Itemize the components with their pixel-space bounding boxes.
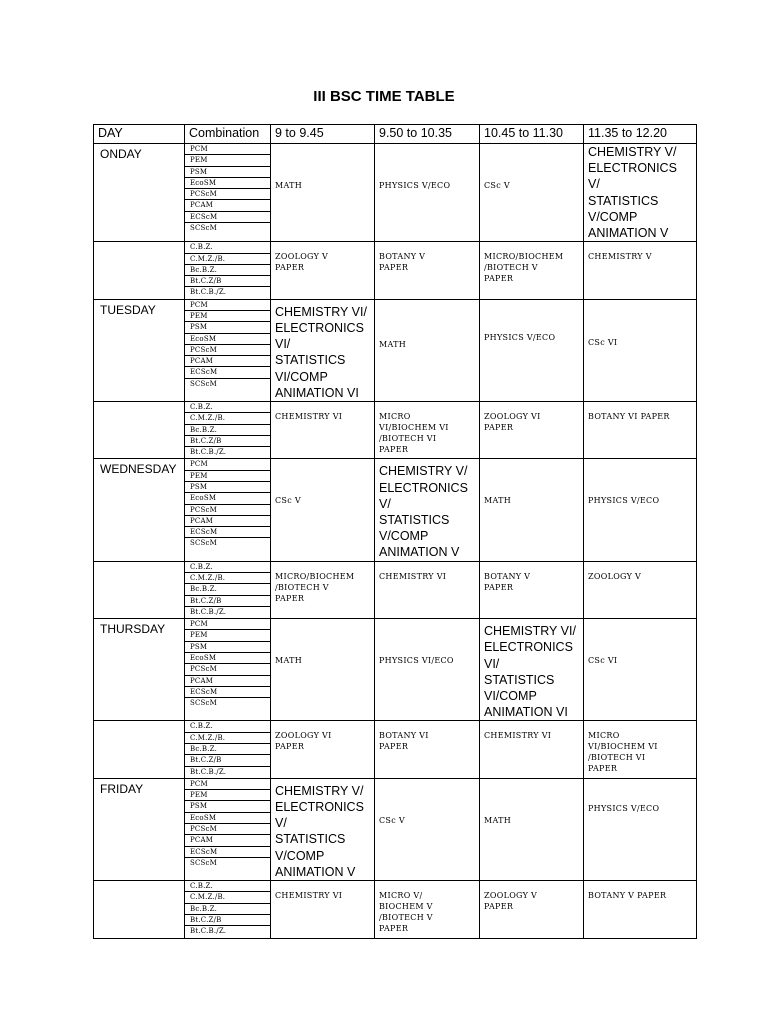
day-row-group-b <box>94 401 697 458</box>
combination-item: Bt.C.B./Z. <box>190 448 227 457</box>
subject-text: BOTANY VI PAPER <box>588 411 670 421</box>
combination-item: PCAM <box>185 835 270 846</box>
combination-item: PCM <box>185 300 270 311</box>
subject-cell <box>271 778 375 880</box>
combination-item: ECScM <box>185 367 270 378</box>
day-label: THURSDAY <box>94 619 185 721</box>
subject-text: CSc VI <box>588 337 618 347</box>
combination-item: Bc.B.Z. <box>185 744 270 755</box>
combination-item: PCScM <box>185 189 270 200</box>
subject-text: BOTANY V PAPER <box>379 252 426 273</box>
subject-text: ZOOLOGY V <box>588 571 642 581</box>
combination-item: PCScM <box>185 505 270 516</box>
subject-cell <box>375 459 480 561</box>
subject-text: MICRO VI/BIOCHEM VI /BIOTECH VI PAPER <box>379 411 449 454</box>
subject-text: BOTANY V PAPER <box>484 571 531 592</box>
subject-text: ZOOLOGY VI PAPER <box>484 411 541 432</box>
combination-item: PSM <box>185 642 270 653</box>
combination-item: C.M.Z./B. <box>185 573 270 584</box>
combination-item: SCScM <box>190 858 218 867</box>
subject-cell <box>584 144 697 242</box>
subject-cell <box>271 619 375 721</box>
subject-text: ZOOLOGY V PAPER <box>484 891 538 912</box>
subject-cell <box>480 881 584 938</box>
combination-list-a <box>185 299 271 401</box>
subject-text: CHEMISTRY V/ ELECTRONICS V/ STATISTICS V/COMP ANIMATION V <box>379 464 468 560</box>
subject-text: BOTANY V PAPER <box>588 891 667 901</box>
combination-item: Bc.B.Z. <box>185 584 270 595</box>
combination-item: PSM <box>185 482 270 493</box>
combination-item: ECScM <box>185 687 270 698</box>
subject-text: CSc V <box>379 815 405 825</box>
combination-item: C.B.Z. <box>185 402 270 413</box>
combination-item: Bt.C.B./Z. <box>190 927 227 936</box>
subject-cell <box>375 242 480 299</box>
combination-item: EcoSM <box>185 653 270 664</box>
combination-item: Bt.C.Z/B <box>185 436 270 447</box>
subject-text: CHEMISTRY VI <box>379 571 447 581</box>
subject-cell <box>271 401 375 458</box>
day-label-empty <box>94 401 185 458</box>
combination-item: PSM <box>185 322 270 333</box>
combination-item: Bt.C.Z/B <box>185 755 270 766</box>
subject-text: CHEMISTRY VI/ ELECTRONICS VI/ STATISTICS VI/COMP ANIMATION VI <box>484 624 576 720</box>
combination-item: EcoSM <box>185 178 270 189</box>
page-title: III BSC TIME TABLE <box>313 88 455 105</box>
combination-item: EcoSM <box>185 334 270 345</box>
combination-item: ECScM <box>185 847 270 858</box>
day-row-group-b <box>94 242 697 299</box>
day-row-group-a <box>94 619 697 721</box>
day-row-group-b <box>94 881 697 938</box>
combination-item: ECScM <box>185 527 270 538</box>
combination-item: PCAM <box>185 676 270 687</box>
combination-item: PEM <box>185 155 270 166</box>
subject-text: CSc VI <box>588 656 618 666</box>
subject-cell <box>584 881 697 938</box>
day-label: TUESDAY <box>94 299 185 401</box>
subject-text: PHYSICS V/ECO <box>484 332 556 342</box>
header-slot-4: 11.35 to 12.20 <box>584 125 697 144</box>
subject-cell <box>584 459 697 561</box>
subject-cell <box>375 721 480 778</box>
subject-text: PHYSICS V/ECO <box>588 803 660 813</box>
combination-list-a <box>185 144 271 242</box>
header-combination: Combination <box>185 125 271 144</box>
subject-text: CSc V <box>484 181 510 190</box>
combination-item: Bt.C.B./Z. <box>190 767 227 776</box>
subject-text: CHEMISTRY V/ ELECTRONICS V/ STATISTICS V/COMP ANIMATION V <box>588 145 677 241</box>
combination-item: C.B.Z. <box>185 721 270 732</box>
subject-cell <box>480 459 584 561</box>
subject-cell <box>375 401 480 458</box>
subject-text: PHYSICS V/ECO <box>588 496 660 506</box>
combination-item: C.M.Z./B. <box>185 413 270 424</box>
subject-cell <box>271 144 375 242</box>
combination-item: SCScM <box>190 539 218 548</box>
day-label-empty <box>94 242 185 299</box>
combination-item: PCAM <box>185 516 270 527</box>
combination-item: PEM <box>185 311 270 322</box>
subject-cell <box>375 881 480 938</box>
combination-item: PEM <box>185 471 270 482</box>
subject-text: MATH <box>379 339 407 349</box>
combination-list-a <box>185 619 271 721</box>
subject-text: CHEMISTRY V <box>588 252 652 262</box>
day-row-group-b <box>94 561 697 618</box>
day-label-empty <box>94 881 185 938</box>
subject-cell <box>480 619 584 721</box>
subject-cell <box>584 778 697 880</box>
subject-cell <box>584 242 697 299</box>
subject-cell <box>271 881 375 938</box>
combination-item: SCScM <box>190 699 218 708</box>
subject-cell <box>271 561 375 618</box>
subject-cell <box>584 721 697 778</box>
subject-cell <box>375 561 480 618</box>
day-label: WEDNESDAY <box>94 459 185 561</box>
day-row-group-a <box>94 144 697 242</box>
subject-text: MATH <box>275 181 303 190</box>
day-label-empty <box>94 721 185 778</box>
day-row-group-a <box>94 299 697 401</box>
combination-item: Bt.C.Z/B <box>185 276 270 287</box>
combination-item: EcoSM <box>185 813 270 824</box>
subject-cell <box>480 721 584 778</box>
combination-item: Bt.C.Z/B <box>185 915 270 926</box>
subject-text: CHEMISTRY V/ ELECTRONICS V/ STATISTICS V/COMP ANIMATION V <box>275 783 364 879</box>
day-label: FRIDAY <box>94 778 185 880</box>
day-label-empty <box>94 561 185 618</box>
subject-text: MICRO/BIOCHEM /BIOTECH V PAPER <box>484 252 564 284</box>
combination-item: PSM <box>185 801 270 812</box>
subject-text: PHYSICS VI/ECO <box>379 656 454 666</box>
subject-cell <box>584 619 697 721</box>
header-row <box>94 125 697 144</box>
combination-item: PCM <box>185 619 270 630</box>
combination-list-b <box>185 721 271 778</box>
combination-item: EcoSM <box>185 493 270 504</box>
subject-cell <box>375 619 480 721</box>
combination-item: C.B.Z. <box>185 562 270 573</box>
subject-cell <box>480 144 584 242</box>
subject-cell <box>375 144 480 242</box>
combination-item: Bt.C.B./Z. <box>190 288 227 297</box>
combination-item: PCScM <box>185 345 270 356</box>
combination-item: PCM <box>185 144 270 155</box>
subject-text: CHEMISTRY VI <box>275 411 343 421</box>
subject-cell <box>480 778 584 880</box>
combination-item: Bc.B.Z. <box>185 265 270 276</box>
header-slot-2: 9.50 to 10.35 <box>375 125 480 144</box>
subject-text: CSc V <box>275 496 301 506</box>
subject-cell <box>271 459 375 561</box>
day-row-group-a <box>94 778 697 880</box>
combination-item: PSM <box>185 167 270 178</box>
subject-text: MATH <box>275 656 303 666</box>
combination-item: ECScM <box>185 212 270 223</box>
subject-text: ZOOLOGY VI PAPER <box>275 731 332 752</box>
combination-list-b <box>185 881 271 938</box>
combination-item: PCM <box>185 459 270 470</box>
header-slot-3: 10.45 to 11.30 <box>480 125 584 144</box>
subject-text: PHYSICS V/ECO <box>379 181 451 190</box>
subject-text: MICRO V/ BIOCHEM V /BIOTECH V PAPER <box>379 891 433 934</box>
combination-item: PCAM <box>185 200 270 211</box>
combination-item: C.M.Z./B. <box>185 892 270 903</box>
combination-item: PEM <box>185 790 270 801</box>
combination-list-a <box>185 459 271 561</box>
combination-item: C.M.Z./B. <box>185 733 270 744</box>
subject-text: MICRO/BIOCHEM /BIOTECH V PAPER <box>275 571 355 603</box>
combination-list-a <box>185 778 271 880</box>
subject-text: MATH <box>484 496 512 506</box>
subject-text: BOTANY VI PAPER <box>379 731 429 752</box>
subject-cell <box>375 299 480 401</box>
combination-item: Bc.B.Z. <box>185 904 270 915</box>
subject-cell <box>480 242 584 299</box>
subject-cell <box>271 242 375 299</box>
subject-cell <box>584 401 697 458</box>
subject-cell <box>480 401 584 458</box>
combination-item: PCScM <box>185 824 270 835</box>
combination-item: SCScM <box>190 379 218 388</box>
subject-cell <box>271 721 375 778</box>
subject-text: CHEMISTRY VI <box>484 731 552 741</box>
day-row-group-b <box>94 721 697 778</box>
timetable <box>93 124 697 939</box>
subject-cell <box>584 299 697 401</box>
subject-cell <box>375 778 480 880</box>
subject-text: MATH <box>484 815 512 825</box>
day-row-group-a <box>94 459 697 561</box>
header-slot-1: 9 to 9.45 <box>271 125 375 144</box>
combination-list-b <box>185 242 271 299</box>
header-day: DAY <box>94 125 185 144</box>
combination-list-b <box>185 561 271 618</box>
combination-item: C.B.Z. <box>185 881 270 892</box>
subject-cell <box>480 299 584 401</box>
day-label: ONDAY <box>94 144 185 242</box>
combination-item: C.B.Z. <box>185 242 270 253</box>
subject-cell <box>584 561 697 618</box>
subject-text: CHEMISTRY VI <box>275 891 343 901</box>
subject-text: CHEMISTRY VI/ ELECTRONICS VI/ STATISTICS VI/COMP ANIMATION VI <box>275 304 367 400</box>
combination-item: SCScM <box>190 224 218 233</box>
combination-item: PEM <box>185 630 270 641</box>
combination-list-b <box>185 401 271 458</box>
combination-item: PCM <box>185 779 270 790</box>
combination-item: Bt.C.B./Z. <box>190 607 227 616</box>
combination-item: PCAM <box>185 356 270 367</box>
subject-cell <box>271 299 375 401</box>
subject-text: ZOOLOGY V PAPER <box>275 252 329 273</box>
combination-item: C.M.Z./B. <box>185 254 270 265</box>
combination-item: Bt.C.Z/B <box>185 596 270 607</box>
combination-item: PCScM <box>185 664 270 675</box>
subject-cell <box>480 561 584 618</box>
timetable-body <box>94 144 697 939</box>
subject-text: MICRO VI/BIOCHEM VI /BIOTECH VI PAPER <box>588 731 658 774</box>
combination-item: Bc.B.Z. <box>185 425 270 436</box>
